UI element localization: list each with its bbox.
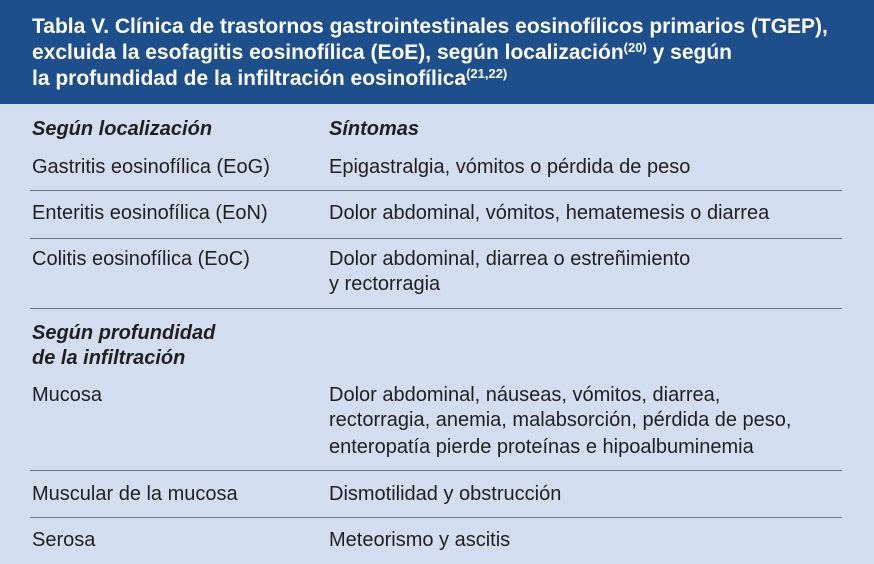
row-symptoms-eoc-line2: y rectorragia [329, 273, 441, 295]
row-symptoms-mucosa-line2: rectorragia, anemia, malabsorción, pérdida de peso, [329, 409, 792, 431]
row-divider [30, 308, 842, 309]
row-divider [30, 517, 842, 518]
row-label-mucosa: Mucosa [32, 384, 103, 406]
row-symptoms-mucosa-line1: Dolor abdominal, náuseas, vómitos, diarrea, [329, 384, 721, 406]
column-heading-sintomas: Síntomas [329, 118, 420, 140]
row-symptoms-mucosa-line3: enteropatía pierde proteínas e hipoalbuminemia [329, 436, 754, 458]
row-symptoms-eog: Epigastralgia, vómitos o pérdida de peso [329, 156, 691, 178]
title-line-3 [32, 66, 854, 92]
row-divider [30, 238, 842, 239]
row-label-muscular: Muscular de la mucosa [32, 483, 238, 505]
title-line-2-tail: y según [646, 41, 732, 64]
row-symptoms-eoc-line1: Dolor abdominal, diarrea o estreñimiento [329, 248, 691, 270]
table-body [0, 104, 874, 564]
section-heading-localizacion: Según localización [32, 118, 213, 140]
title-line-1: Tabla V. Clínica de trastornos gastrointestinales eosinofílicos primarios (TGEP), [32, 15, 828, 38]
section-heading-profundidad-line1: Según profundidad [32, 322, 216, 344]
section-heading-profundidad-line2: de la infiltración [32, 347, 186, 369]
row-label-eoc: Colitis eosinofílica (EoC) [32, 248, 250, 270]
row-label-serosa: Serosa [32, 529, 96, 551]
row-symptoms-eon: Dolor abdominal, vómitos, hematemesis o diarrea [329, 202, 770, 224]
title-line-2-text: excluida la esofagitis eosinofílica (EoE), según localización [32, 41, 624, 64]
reference-21-22: (21,22) [466, 66, 508, 81]
row-label-eog: Gastritis eosinofílica (EoG) [32, 156, 270, 178]
row-divider [30, 470, 842, 471]
title-line-2 [32, 40, 854, 66]
table-title [0, 0, 874, 104]
reference-20: (20) [623, 40, 647, 55]
row-label-eon: Enteritis eosinofílica (EoN) [32, 202, 268, 224]
row-divider [30, 190, 842, 191]
row-symptoms-serosa: Meteorismo y ascitis [329, 529, 511, 551]
title-line-3-text: la profundidad de la infiltración eosinofílica [32, 67, 467, 90]
row-symptoms-muscular: Dismotilidad y obstrucción [329, 483, 562, 505]
